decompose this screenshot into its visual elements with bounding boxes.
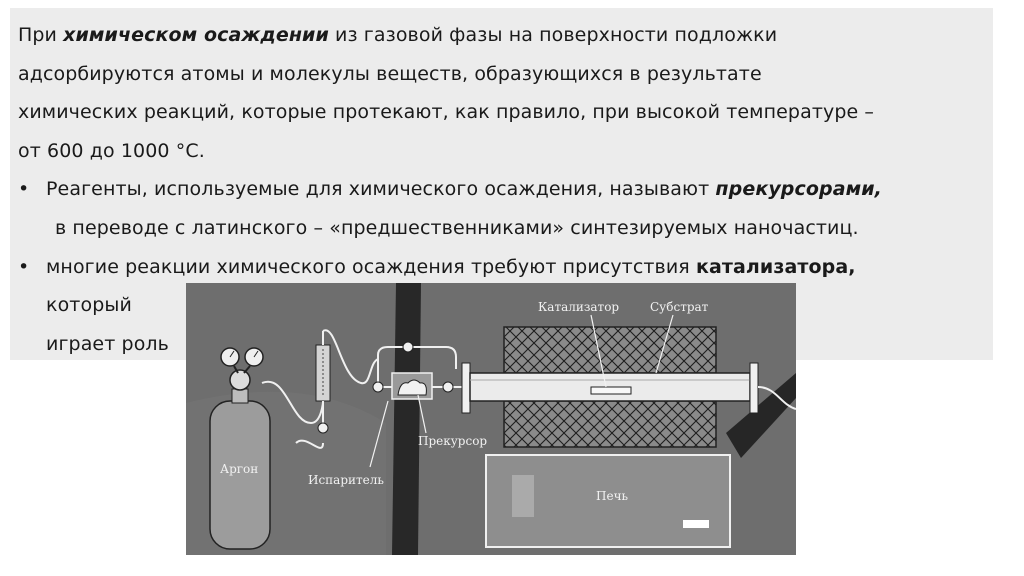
cvd-setup-diagram [186,283,796,555]
bullet-marker-2: • [18,256,30,278]
catalyst-boat [591,387,631,394]
valve [318,423,328,433]
paragraph-line-4: от 600 до 1000 °С. [18,140,205,162]
text-run: из газовой фазы на поверхности подложки [328,24,778,46]
label-evaporator: Испаритель [308,473,384,487]
valve [403,342,413,352]
furnace-indicator [683,520,709,528]
bullet-2-line-2: который [46,294,132,316]
valve [443,382,453,392]
tube-flange-right [750,363,758,413]
bullet-2-line-1 [46,256,856,278]
paragraph-line-1 [18,24,777,46]
bullet-marker-1: • [18,178,30,200]
text-run: многие реакции химического осаждения требуют присутствия [46,256,696,278]
label-argon: Аргон [220,462,259,476]
emphasis-catalyst: катализатора, [695,256,856,278]
bullet-2-line-3: играет роль [46,333,169,355]
label-catalyst: Катализатор [538,300,620,314]
bullet-1-line-2: в переводе с латинского – «предшественниками» синтезируемых наночастиц. [55,217,859,239]
heater-top [504,327,716,373]
furnace-panel [512,475,534,517]
bullet-1-line-1 [46,178,882,200]
emphasis-chemical-deposition: химическом осаждении [63,24,329,46]
label-precursor: Прекурсор [418,434,488,448]
label-furnace: Печь [596,489,629,503]
label-substrate: Субстрат [650,300,709,314]
paragraph-line-2: адсорбируются атомы и молекулы веществ, образующихся в результате [18,63,762,85]
text-run: Реагенты, используемые для химического осаждения, называют [46,178,716,200]
emphasis-precursors: прекурсорами, [715,178,883,200]
paragraph-line-3: химических реакций, которые протекают, как правило, при высокой температуре – [18,101,875,123]
tube-flange-left [462,363,470,413]
background-dark-streak [392,283,421,555]
text-run: При [18,24,64,46]
valve [373,382,383,392]
heater-bottom [504,401,716,447]
